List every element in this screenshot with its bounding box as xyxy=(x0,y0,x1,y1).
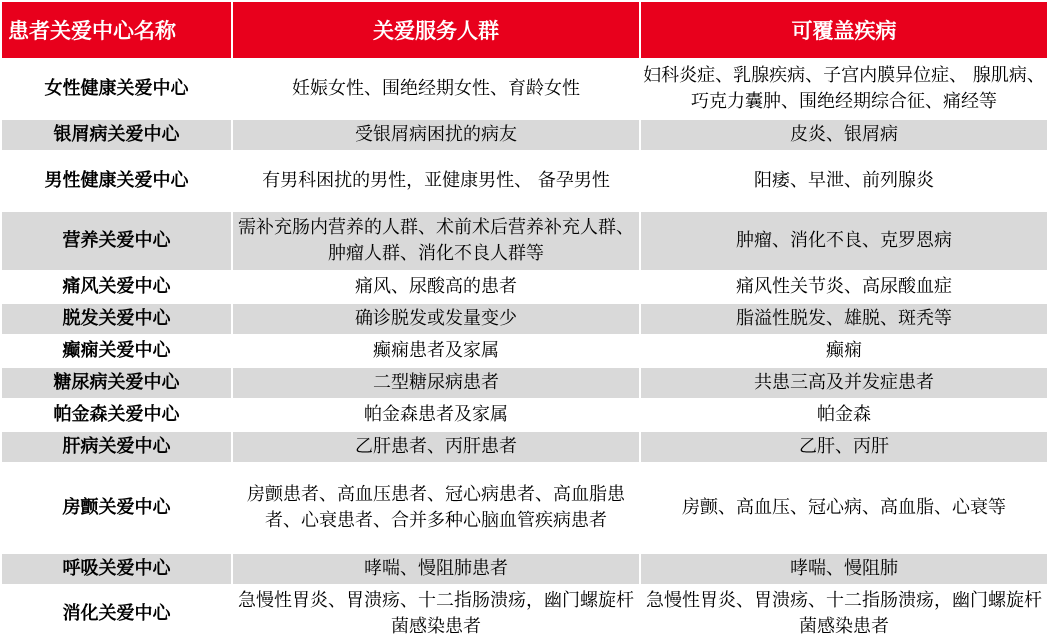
table-row xyxy=(1,59,1047,119)
center-name-cell: 痛风关爱中心 xyxy=(1,271,232,303)
table-row xyxy=(1,211,1047,271)
service-people-cell: 乙肝患者、丙肝患者 xyxy=(232,431,640,463)
diseases-cell: 癫痫 xyxy=(640,335,1047,367)
service-people-cell: 房颤患者、高血压患者、冠心病患者、高血脂患者、心衰患者、合并多种心脑血管疾病患者 xyxy=(232,463,640,553)
service-people-cell: 受银屑病困扰的病友 xyxy=(232,119,640,151)
center-name-cell: 肝病关爱中心 xyxy=(1,431,232,463)
diseases-cell: 肿瘤、消化不良、克罗恩病 xyxy=(640,211,1047,271)
diseases-cell: 皮炎、银屑病 xyxy=(640,119,1047,151)
table-row xyxy=(1,271,1047,303)
service-people-cell: 确诊脱发或发量变少 xyxy=(232,303,640,335)
table-row xyxy=(1,119,1047,151)
service-people-cell: 帕金森患者及家属 xyxy=(232,399,640,431)
diseases-cell: 急慢性胃炎、胃溃疡、十二指肠溃疡，幽门螺旋杆菌感染患者 xyxy=(640,585,1047,642)
table-row xyxy=(1,463,1047,553)
center-name-cell: 银屑病关爱中心 xyxy=(1,119,232,151)
center-name-cell: 糖尿病关爱中心 xyxy=(1,367,232,399)
header-center-name: 患者关爱中心名称 xyxy=(1,1,232,59)
center-name-cell: 帕金森关爱中心 xyxy=(1,399,232,431)
diseases-cell: 哮喘、慢阻肺 xyxy=(640,553,1047,585)
header-row xyxy=(1,1,1047,59)
diseases-cell: 帕金森 xyxy=(640,399,1047,431)
diseases-cell: 妇科炎症、乳腺疾病、子宫内膜异位症、 腺肌病、巧克力囊肿、围绝经期综合征、痛经等 xyxy=(640,59,1047,119)
table-row xyxy=(1,303,1047,335)
table-row xyxy=(1,335,1047,367)
table-row xyxy=(1,431,1047,463)
table-row xyxy=(1,151,1047,211)
center-name-cell: 营养关爱中心 xyxy=(1,211,232,271)
diseases-cell: 乙肝、丙肝 xyxy=(640,431,1047,463)
service-people-cell: 妊娠女性、围绝经期女性、育龄女性 xyxy=(232,59,640,119)
service-people-cell: 癫痫患者及家属 xyxy=(232,335,640,367)
center-name-cell: 房颤关爱中心 xyxy=(1,463,232,553)
diseases-cell: 脂溢性脱发、雄脱、斑秃等 xyxy=(640,303,1047,335)
header-service-people: 关爱服务人群 xyxy=(232,1,640,59)
service-people-cell: 痛风、尿酸高的患者 xyxy=(232,271,640,303)
center-name-cell: 消化关爱中心 xyxy=(1,585,232,642)
table-row xyxy=(1,553,1047,585)
service-people-cell: 二型糖尿病患者 xyxy=(232,367,640,399)
table-row xyxy=(1,585,1047,642)
table-row xyxy=(1,399,1047,431)
center-name-cell: 脱发关爱中心 xyxy=(1,303,232,335)
diseases-cell: 阳痿、早泄、前列腺炎 xyxy=(640,151,1047,211)
service-people-cell: 哮喘、慢阻肺患者 xyxy=(232,553,640,585)
center-name-cell: 癫痫关爱中心 xyxy=(1,335,232,367)
diseases-cell: 痛风性关节炎、高尿酸血症 xyxy=(640,271,1047,303)
service-people-cell: 急慢性胃炎、胃溃疡、十二指肠溃疡，幽门螺旋杆菌感染患者 xyxy=(232,585,640,642)
center-name-cell: 女性健康关爱中心 xyxy=(1,59,232,119)
center-name-cell: 男性健康关爱中心 xyxy=(1,151,232,211)
service-people-cell: 需补充肠内营养的人群、术前术后营养补充人群、肿瘤人群、消化不良人群等 xyxy=(232,211,640,271)
service-people-cell: 有男科困扰的男性，亚健康男性、 备孕男性 xyxy=(232,151,640,211)
center-name-cell: 呼吸关爱中心 xyxy=(1,553,232,585)
table-row xyxy=(1,367,1047,399)
diseases-cell: 共患三高及并发症患者 xyxy=(640,367,1047,399)
diseases-cell: 房颤、高血压、冠心病、高血脂、心衰等 xyxy=(640,463,1047,553)
header-diseases: 可覆盖疾病 xyxy=(640,1,1047,59)
